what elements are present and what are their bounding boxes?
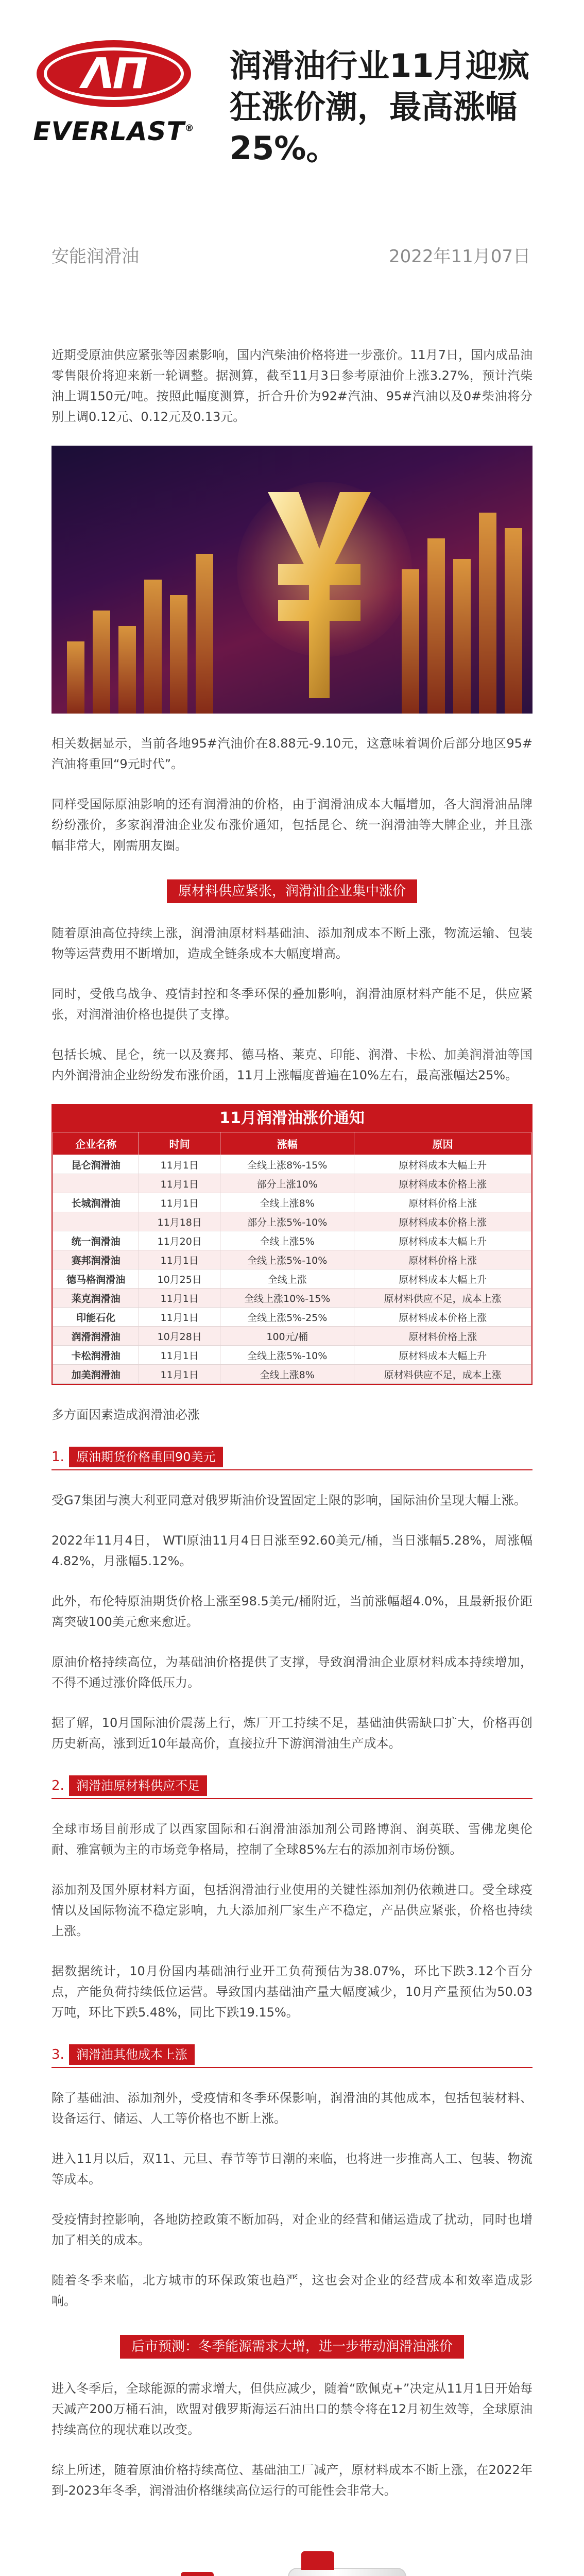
table-cell: 全线上涨5%-10% <box>220 1346 354 1365</box>
article-body <box>0 345 584 2576</box>
article-date: 2022年11月07日 <box>388 246 530 267</box>
everlast-logo-icon <box>37 40 191 107</box>
table-cell: 11月1日 <box>139 1193 220 1212</box>
price-increase-table <box>51 1104 533 1385</box>
table-row <box>53 1174 531 1193</box>
table-row <box>53 1212 531 1231</box>
paragraph: 进入冬季后，全球能源的需求增大，但供应减少，随着“欧佩克+”决定从11月1日开始每天减产200万桶石油，欧盟对俄罗斯海运石油出口的禁令将在12月初生效等，全球原油持续高位的现状难以改变。 <box>51 2381 533 2437</box>
table-cell: 原材料成本价格上涨 <box>354 1212 531 1231</box>
table-cell: 加美润滑油 <box>53 1365 139 1384</box>
paragraph: 受G7集团与澳大利亚同意对俄罗斯油价设置固定上限的影响，国际油价呈现大幅上涨。 <box>51 1493 526 1507</box>
table-cell: 部分上涨5%-10% <box>220 1212 354 1231</box>
section-number: 2. <box>51 1778 64 1793</box>
table-cell: 原材料成本价格上涨 <box>354 1174 531 1193</box>
table-cell: 原材料成本大幅上升 <box>354 1269 531 1289</box>
table-cell: 11月18日 <box>139 1212 220 1231</box>
section-label: 润滑油其他成本上涨 <box>69 2044 195 2065</box>
logo-text: EVERLAST <box>33 116 185 146</box>
table-row <box>53 1155 531 1174</box>
table-cell: 原材料供应不足，成本上涨 <box>354 1289 531 1308</box>
table-cell: 莱克润滑油 <box>53 1289 139 1308</box>
paragraph: 随着原油高位持续上涨，润滑油原材料基础油、添加剂成本不断上涨，物流运输、包装物等运营费用不断增加，造成全链条成本大幅度增高。 <box>51 926 533 961</box>
yuan-symbol-icon <box>257 487 381 703</box>
table-cell: 全线上涨5%-25% <box>220 1308 354 1327</box>
table-cell: 11月20日 <box>139 1231 220 1250</box>
table-cell: 11月1日 <box>139 1346 220 1365</box>
paragraph: 原油价格持续高位，为基础油价格提供了支撑，导致润滑油企业原材料成本持续增加，不得不通过涨价降低压力。 <box>51 1655 533 1690</box>
table-cell: 原材料成本价格上涨 <box>354 1308 531 1327</box>
table-row <box>53 1365 531 1384</box>
paragraph: 多方面因素造成润滑油必涨 <box>51 1408 200 1422</box>
table-cell: 全线上涨5% <box>220 1231 354 1250</box>
paragraph: 同时，受俄乌战争、疫情封控和冬季环保的叠加影响，润滑油原材料产能不足，供应紧张，对润滑油价格也提供了支撑。 <box>51 987 533 1022</box>
section-divider <box>51 1798 533 1799</box>
section-heading-3 <box>51 2044 533 2065</box>
oil-can-image <box>288 2568 406 2576</box>
table-cell: 全线上涨8%-15% <box>220 1155 354 1174</box>
table-row <box>53 1308 531 1327</box>
paragraph: 全球市场目前形成了以西家国际和石润滑油添加剂公司路博润、润英联、雪佛龙奥伦耐、雅富顿为主的市场竞争格局，控制了全球85%左右的添加剂市场份额。 <box>51 1822 533 1857</box>
table-cell: 全线上涨 <box>220 1269 354 1289</box>
col-header: 原因 <box>354 1132 531 1155</box>
table-row <box>53 1346 531 1365</box>
brand-logo <box>29 40 199 146</box>
table-cell: 11月1日 <box>139 1250 220 1269</box>
article-meta <box>0 242 584 267</box>
table-cell: 全线上涨8% <box>220 1193 354 1212</box>
table-row <box>53 1289 531 1308</box>
table-cell: 原材料价格上涨 <box>354 1193 531 1212</box>
col-header: 涨幅 <box>220 1132 354 1155</box>
article-header <box>0 0 584 263</box>
logo-mark: ΛΠ <box>81 49 146 98</box>
table-cell: 统一润滑油 <box>53 1231 139 1250</box>
table-cell: 长城润滑油 <box>53 1193 139 1212</box>
trademark-symbol: ® <box>184 123 195 134</box>
table <box>53 1132 531 1384</box>
table-cell: 部分上涨10% <box>220 1174 354 1193</box>
table-cell <box>53 1174 139 1193</box>
table-row <box>53 1269 531 1289</box>
table-cell: 原材料供应不足，成本上涨 <box>354 1365 531 1384</box>
table-cell: 原材料价格上涨 <box>354 1327 531 1346</box>
section-heading-1 <box>51 1447 533 1467</box>
paragraph: 据数据统计，10月份国内基础油行业开工负荷预估为38.07%，环比下跌3.12个百分点，产能负荷持续低位运营。导致国内基础油产量大幅度减少，10月产量预估为50.03万吨，环比下跌5.48%，同比下跌19.15%。 <box>51 1964 533 2020</box>
paragraph: 近期受原油供应紧张等因素影响，国内汽柴油价格将进一步涨价。11月7日，国内成品油零售限价将迎来新一轮调整。据测算，截至11月3日参考原油价上涨3.27%，预计汽柴油上调150元/吨。按照此幅度测算，折合升价为92#汽油、95#汽油以及0#柴油将分别上调0.12元、0.12元及0.13元。 <box>51 348 533 424</box>
paragraph: 2022年11月4日， WTI原油11月4日日涨至92.60美元/桶，当日涨幅5.28%，周涨幅4.82%，月涨幅5.12%。 <box>51 1533 533 1568</box>
table-cell: 印能石化 <box>53 1308 139 1327</box>
article-title: 润滑油行业11月迎疯狂涨价潮，最高涨幅25%。 <box>230 47 530 167</box>
table-cell: 11月1日 <box>139 1365 220 1384</box>
paragraph: 此外，布伦特原油期货价格上涨至98.5美元/桶附近，当前涨幅超4.0%，且最新报价距离突破100美元愈来愈近。 <box>51 1594 533 1629</box>
table-cell: 10月28日 <box>139 1327 220 1346</box>
table-row <box>53 1327 531 1346</box>
section-divider <box>51 2067 533 2068</box>
table-cell: 原材料成本大幅上升 <box>354 1346 531 1365</box>
table-cell: 11月1日 <box>139 1308 220 1327</box>
table-body <box>53 1155 531 1384</box>
section-banner <box>51 2335 533 2359</box>
paragraph: 相关数据显示，当前各地95#汽油价在8.88元-9.10元，这意味着调价后部分地区95#汽油将重回“9元时代”。 <box>51 736 533 771</box>
table-header-row <box>53 1132 531 1155</box>
product-photo <box>51 2527 533 2576</box>
table-cell: 原材料价格上涨 <box>354 1250 531 1269</box>
table-cell: 全线上涨10%-15% <box>220 1289 354 1308</box>
banner-text: 原材料供应紧张，润滑油企业集中涨价 <box>167 879 417 903</box>
table-cell: 全线上涨5%-10% <box>220 1250 354 1269</box>
table-cell: 全线上涨8% <box>220 1365 354 1384</box>
table-title: 11月润滑油涨价通知 <box>53 1105 531 1132</box>
paragraph: 受疫情封控影响，各地防控政策不断加码，对企业的经营和储运造成了扰动，同时也增加了相关的成本。 <box>51 2212 533 2247</box>
table-cell: 11月1日 <box>139 1155 220 1174</box>
paragraph: 进入11月以后，双11、元旦、春节等节日潮的来临，也将进一步推高人工、包装、物流等成本。 <box>51 2151 533 2187</box>
section-label: 润滑油原材料供应不足 <box>69 1775 207 1796</box>
article-author[interactable]: 安能润滑油 <box>51 246 139 267</box>
paragraph: 据了解，10月国际油价震荡上行，炼厂开工持续不足，基础油供需缺口扩大，价格再创历史新高，涨到近10年最高价，直接拉升下游润滑油生产成本。 <box>51 1716 533 1751</box>
banner-text: 后市预测：冬季能源需求大增，进一步带动润滑油涨价 <box>120 2335 464 2359</box>
paragraph: 综上所述，随着原油价格持续高位、基础油工厂减产，原材料成本不断上涨，在2022年到-2023年冬季，润滑油价格继续高位运行的可能性会非常大。 <box>51 2463 533 2498</box>
table-cell: 10月25日 <box>139 1269 220 1289</box>
table-cell: 原材料成本大幅上升 <box>354 1155 531 1174</box>
section-divider <box>51 1469 533 1470</box>
table-cell: 赛邦润滑油 <box>53 1250 139 1269</box>
paragraph: 随着冬季来临，北方城市的环保政策也趋严，这也会对企业的经营成本和效率造成影响。 <box>51 2273 533 2308</box>
table-cell <box>53 1212 139 1231</box>
oil-price-hero-image <box>51 446 533 714</box>
paragraph: 除了基础油、添加剂外，受疫情和冬季环保影响，润滑油的其他成本，包括包装材料、设备运行、储运、人工等价格也不断上涨。 <box>51 2091 533 2126</box>
paragraph: 添加剂及国外原材料方面，包括润滑油行业使用的关键性添加剂仍依赖进口。受全球疫情以及国际物流不稳定影响，九大添加剂厂家生产不稳定，产品供应紧张，价格也持续上涨。 <box>51 1883 533 1938</box>
section-banner <box>51 879 533 903</box>
table-row <box>53 1250 531 1269</box>
col-header: 企业名称 <box>53 1132 139 1155</box>
table-cell: 100元/桶 <box>220 1327 354 1346</box>
section-number: 3. <box>51 2047 64 2062</box>
table-cell: 11月1日 <box>139 1289 220 1308</box>
table-cell: 昆仑润滑油 <box>53 1155 139 1174</box>
table-cell: 卡松润滑油 <box>53 1346 139 1365</box>
section-heading-2 <box>51 1775 533 1796</box>
section-number: 1. <box>51 1449 64 1465</box>
paragraph: 包括长城、昆仑，统一以及赛邦、德马格、莱克、印能、润滑、卡松、加美润滑油等国内外润滑油企业纷纷发布涨价函，11月上涨幅度普遍在10%左右，最高涨幅达25%。 <box>51 1047 533 1082</box>
paragraph: 同样受国际原油影响的还有润滑油的价格，由于润滑油成本大幅增加，各大润滑油品牌纷纷涨价，多家润滑油企业发布涨价通知，包括昆仑、统一润滑油等大牌企业，并且涨幅非常大，刚需朋友圈。 <box>51 797 533 853</box>
table-row <box>53 1193 531 1212</box>
table-row <box>53 1231 531 1250</box>
table-cell: 德马格润滑油 <box>53 1269 139 1289</box>
table-cell: 原材料成本大幅上升 <box>354 1231 531 1250</box>
section-label: 原油期货价格重回90美元 <box>69 1447 223 1467</box>
logo-wordmark <box>33 116 194 146</box>
table-cell: 11月1日 <box>139 1174 220 1193</box>
col-header: 时间 <box>139 1132 220 1155</box>
table-cell: 润滑润滑油 <box>53 1327 139 1346</box>
